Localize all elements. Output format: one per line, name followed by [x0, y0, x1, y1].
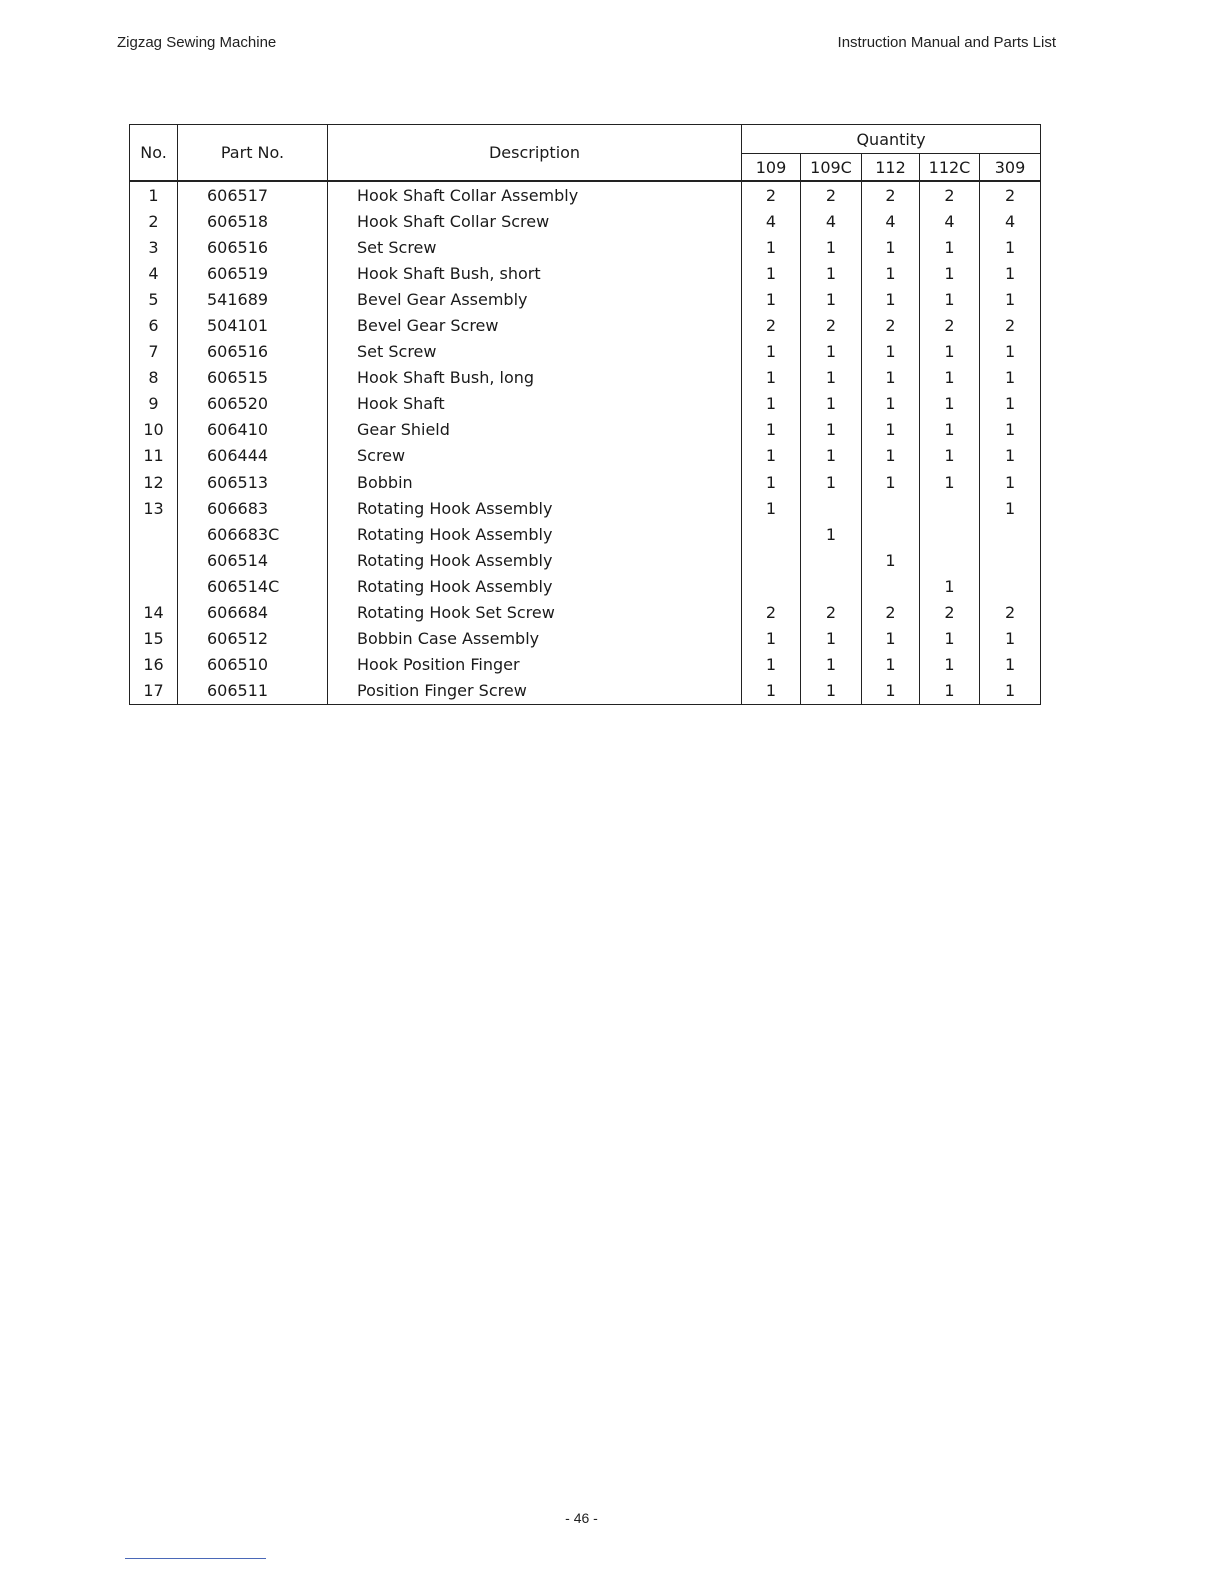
quantity-cell: 1: [980, 417, 1041, 443]
part-number-cell: 606410: [178, 417, 328, 443]
quantity-cell: 1: [980, 365, 1041, 391]
row-no-cell: 8: [130, 365, 178, 391]
row-no-cell: 16: [130, 652, 178, 678]
quantity-cell: 1: [801, 417, 862, 443]
quantity-cell: 1: [742, 626, 801, 652]
quantity-cell: [801, 495, 862, 521]
quantity-cell: [742, 573, 801, 599]
table-row: [130, 234, 1041, 260]
quantity-cell: 1: [801, 234, 862, 260]
quantity-cell: 4: [862, 208, 920, 234]
quantity-cell: 1: [862, 469, 920, 495]
quantity-cell: [980, 547, 1041, 573]
row-no-cell: 6: [130, 312, 178, 338]
quantity-cell: 1: [742, 678, 801, 705]
description-cell: Hook Shaft Bush, long: [328, 365, 742, 391]
part-number-cell: 606518: [178, 208, 328, 234]
quantity-cell: 1: [980, 391, 1041, 417]
table-row: [130, 547, 1041, 573]
quantity-cell: [920, 547, 980, 573]
table-row: [130, 181, 1041, 208]
row-no-cell: 2: [130, 208, 178, 234]
quantity-cell: 1: [742, 652, 801, 678]
quantity-cell: [862, 521, 920, 547]
quantity-cell: [920, 495, 980, 521]
quantity-cell: 2: [801, 600, 862, 626]
description-cell: Gear Shield: [328, 417, 742, 443]
quantity-cell: 1: [742, 417, 801, 443]
quantity-cell: 1: [980, 495, 1041, 521]
quantity-cell: [980, 521, 1041, 547]
quantity-cell: 1: [980, 260, 1041, 286]
quantity-cell: 1: [980, 469, 1041, 495]
description-cell: Bobbin: [328, 469, 742, 495]
row-no-cell: 1: [130, 181, 178, 208]
quantity-cell: 1: [920, 391, 980, 417]
row-no-cell: 9: [130, 391, 178, 417]
table-row: [130, 469, 1041, 495]
footer-rule: [125, 1558, 266, 1559]
quantity-cell: 4: [742, 208, 801, 234]
part-number-cell: 606517: [178, 181, 328, 208]
quantity-cell: 1: [742, 260, 801, 286]
part-number-cell: 606520: [178, 391, 328, 417]
quantity-cell: 1: [742, 495, 801, 521]
table-row: [130, 339, 1041, 365]
row-no-cell: 10: [130, 417, 178, 443]
table-row: [130, 260, 1041, 286]
quantity-cell: [801, 547, 862, 573]
quantity-cell: 2: [920, 181, 980, 208]
description-cell: Rotating Hook Assembly: [328, 547, 742, 573]
description-cell: Rotating Hook Assembly: [328, 521, 742, 547]
column-header-quantity: Quantity: [742, 125, 1041, 154]
quantity-cell: 1: [742, 365, 801, 391]
quantity-cell: 1: [801, 260, 862, 286]
table-row: [130, 652, 1041, 678]
part-number-cell: 504101: [178, 312, 328, 338]
column-header-model: 112: [862, 154, 920, 182]
row-no-cell: 11: [130, 443, 178, 469]
part-number-cell: 606683C: [178, 521, 328, 547]
description-cell: Rotating Hook Set Screw: [328, 600, 742, 626]
quantity-cell: 1: [920, 443, 980, 469]
quantity-cell: 1: [862, 260, 920, 286]
running-header-left: Zigzag Sewing Machine: [117, 34, 277, 51]
description-cell: Screw: [328, 443, 742, 469]
part-number-cell: 606516: [178, 339, 328, 365]
quantity-cell: 1: [862, 678, 920, 705]
quantity-cell: 1: [920, 365, 980, 391]
part-number-cell: 606515: [178, 365, 328, 391]
row-no-cell: 14: [130, 600, 178, 626]
quantity-cell: [980, 573, 1041, 599]
table-row: [130, 417, 1041, 443]
quantity-cell: 1: [980, 678, 1041, 705]
part-number-cell: 606514: [178, 547, 328, 573]
description-cell: Position Finger Screw: [328, 678, 742, 705]
quantity-cell: 1: [862, 443, 920, 469]
description-cell: Set Screw: [328, 234, 742, 260]
quantity-cell: 2: [742, 312, 801, 338]
table-row: [130, 573, 1041, 599]
quantity-cell: 1: [862, 286, 920, 312]
quantity-cell: 1: [801, 443, 862, 469]
quantity-cell: [742, 521, 801, 547]
row-no-cell: 3: [130, 234, 178, 260]
column-header-model: 309: [980, 154, 1041, 182]
column-header-description: Description: [328, 125, 742, 182]
quantity-cell: 1: [920, 260, 980, 286]
quantity-cell: 1: [920, 573, 980, 599]
quantity-cell: 2: [920, 312, 980, 338]
quantity-cell: 1: [862, 652, 920, 678]
quantity-cell: 1: [742, 443, 801, 469]
quantity-cell: 1: [862, 547, 920, 573]
description-cell: Hook Shaft Collar Assembly: [328, 181, 742, 208]
quantity-cell: 1: [801, 469, 862, 495]
table-row: [130, 600, 1041, 626]
column-header-no: No.: [130, 125, 178, 182]
quantity-cell: 1: [862, 417, 920, 443]
quantity-cell: 2: [862, 181, 920, 208]
quantity-cell: 1: [920, 417, 980, 443]
part-number-cell: 606511: [178, 678, 328, 705]
quantity-cell: 2: [980, 181, 1041, 208]
quantity-cell: 4: [980, 208, 1041, 234]
quantity-cell: 1: [920, 652, 980, 678]
table-row: [130, 626, 1041, 652]
row-no-cell: [130, 573, 178, 599]
row-no-cell: 12: [130, 469, 178, 495]
part-number-cell: 606510: [178, 652, 328, 678]
description-cell: Hook Shaft Collar Screw: [328, 208, 742, 234]
part-number-cell: 606513: [178, 469, 328, 495]
part-number-cell: 606514C: [178, 573, 328, 599]
quantity-cell: 1: [742, 339, 801, 365]
table-row: [130, 312, 1041, 338]
table-row: [130, 678, 1041, 705]
quantity-cell: 1: [980, 339, 1041, 365]
quantity-cell: 1: [742, 286, 801, 312]
description-cell: Hook Shaft Bush, short: [328, 260, 742, 286]
quantity-cell: 1: [920, 234, 980, 260]
quantity-cell: 1: [801, 391, 862, 417]
parts-table: [129, 124, 1041, 705]
quantity-cell: 2: [801, 312, 862, 338]
table-row: [130, 391, 1041, 417]
table-row: [130, 286, 1041, 312]
quantity-cell: 2: [920, 600, 980, 626]
description-cell: Set Screw: [328, 339, 742, 365]
quantity-cell: 1: [862, 365, 920, 391]
description-cell: Bobbin Case Assembly: [328, 626, 742, 652]
column-header-model: 109C: [801, 154, 862, 182]
quantity-cell: 1: [801, 521, 862, 547]
quantity-cell: 1: [862, 339, 920, 365]
description-cell: Rotating Hook Assembly: [328, 495, 742, 521]
quantity-cell: 4: [801, 208, 862, 234]
description-cell: Bevel Gear Assembly: [328, 286, 742, 312]
row-no-cell: [130, 521, 178, 547]
table-row: [130, 521, 1041, 547]
quantity-cell: 1: [920, 678, 980, 705]
table-row: [130, 443, 1041, 469]
quantity-cell: 1: [801, 678, 862, 705]
quantity-cell: 1: [742, 234, 801, 260]
quantity-cell: 1: [862, 391, 920, 417]
running-header-right: Instruction Manual and Parts List: [837, 34, 1056, 51]
description-cell: Rotating Hook Assembly: [328, 573, 742, 599]
quantity-cell: 4: [920, 208, 980, 234]
quantity-cell: 2: [862, 312, 920, 338]
column-header-model: 109: [742, 154, 801, 182]
quantity-cell: 1: [862, 626, 920, 652]
quantity-cell: 1: [801, 626, 862, 652]
quantity-cell: 1: [980, 652, 1041, 678]
description-cell: Hook Shaft: [328, 391, 742, 417]
column-header-part-no: Part No.: [178, 125, 328, 182]
quantity-cell: [862, 573, 920, 599]
table-row: [130, 365, 1041, 391]
table-row: [130, 495, 1041, 521]
part-number-cell: 606516: [178, 234, 328, 260]
part-number-cell: 606684: [178, 600, 328, 626]
quantity-cell: 2: [980, 600, 1041, 626]
quantity-cell: 1: [920, 626, 980, 652]
quantity-cell: 1: [980, 626, 1041, 652]
quantity-cell: 1: [862, 234, 920, 260]
quantity-cell: 1: [920, 469, 980, 495]
quantity-cell: 1: [801, 652, 862, 678]
row-no-cell: 5: [130, 286, 178, 312]
quantity-cell: 2: [742, 600, 801, 626]
quantity-cell: 1: [742, 469, 801, 495]
column-header-model: 112C: [920, 154, 980, 182]
row-no-cell: 13: [130, 495, 178, 521]
part-number-cell: 606444: [178, 443, 328, 469]
quantity-cell: 2: [742, 181, 801, 208]
row-no-cell: 4: [130, 260, 178, 286]
quantity-cell: 2: [862, 600, 920, 626]
quantity-cell: 1: [801, 339, 862, 365]
quantity-cell: [742, 547, 801, 573]
quantity-cell: [920, 521, 980, 547]
part-number-cell: 541689: [178, 286, 328, 312]
page-number: - 46 -: [565, 1510, 598, 1526]
quantity-cell: 1: [920, 286, 980, 312]
quantity-cell: 1: [980, 286, 1041, 312]
quantity-cell: 1: [980, 234, 1041, 260]
row-no-cell: 17: [130, 678, 178, 705]
row-no-cell: 7: [130, 339, 178, 365]
part-number-cell: 606512: [178, 626, 328, 652]
quantity-cell: 1: [742, 391, 801, 417]
quantity-cell: 1: [980, 443, 1041, 469]
description-cell: Hook Position Finger: [328, 652, 742, 678]
row-no-cell: [130, 547, 178, 573]
quantity-cell: 2: [980, 312, 1041, 338]
quantity-cell: 1: [801, 286, 862, 312]
quantity-cell: 1: [920, 339, 980, 365]
quantity-cell: 1: [801, 365, 862, 391]
row-no-cell: 15: [130, 626, 178, 652]
part-number-cell: 606683: [178, 495, 328, 521]
part-number-cell: 606519: [178, 260, 328, 286]
quantity-cell: 2: [801, 181, 862, 208]
parts-table-body: [130, 181, 1041, 704]
table-row: [130, 208, 1041, 234]
quantity-cell: [801, 573, 862, 599]
quantity-cell: [862, 495, 920, 521]
description-cell: Bevel Gear Screw: [328, 312, 742, 338]
